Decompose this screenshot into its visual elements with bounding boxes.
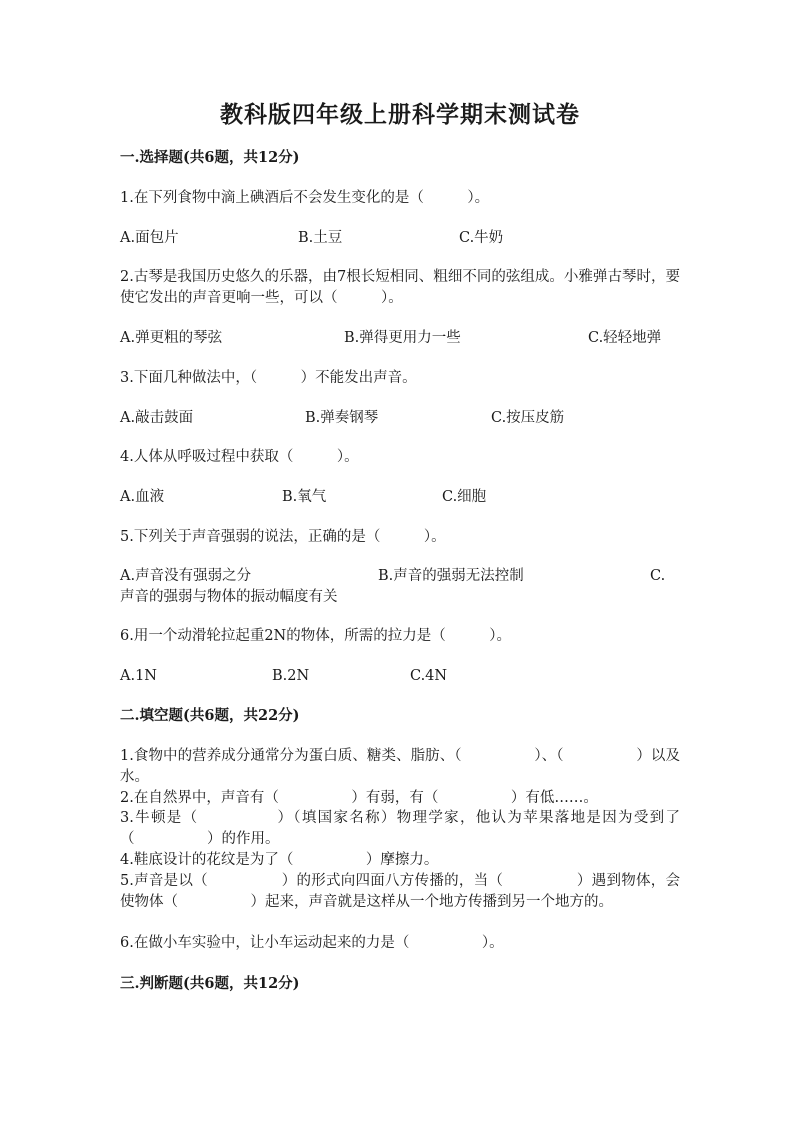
fill-question-5: 5.声音是以（ ）的形式向四面八方传播的，当（ ）遇到物体，会使物体（ ）起来，声音就是这样从一个地方传播到另一个地方的。 <box>120 873 680 910</box>
choice-option: B.弹奏钢琴 <box>305 410 379 426</box>
choice-question-3: 3.下面几种做法中，（ ）不能发出声音。 <box>120 370 417 386</box>
choice-option: C. <box>650 568 666 584</box>
choice-option-wrapped: 声音的强弱与物体的振动幅度有关 <box>120 589 338 605</box>
choice-question-6: 6.用一个动滑轮拉起重2N的物体，所需的拉力是（ ）。 <box>120 628 511 644</box>
choice-option: C.轻轻地弹 <box>588 330 662 346</box>
choice-option: C.按压皮筋 <box>491 410 565 426</box>
choice-question-5: 5.下列关于声音强弱的说法，正确的是（ ）。 <box>120 529 446 545</box>
choice-option: A.弹更粗的琴弦 <box>120 330 223 346</box>
choice-option: A.声音没有强弱之分 <box>120 568 252 584</box>
choice-option: C.细胞 <box>442 489 487 505</box>
section-heading-choice: 一.选择题(共6题，共12分) <box>120 149 300 166</box>
choice-option: B.氧气 <box>282 489 327 505</box>
section-heading-judge: 三.判断题(共6题，共12分) <box>120 975 300 992</box>
choice-option: A.敲击鼓面 <box>120 410 194 426</box>
choice-option: A.面包片 <box>120 230 179 246</box>
choice-option: B.声音的强弱无法控制 <box>378 568 524 584</box>
choice-option: B.弹得更用力一些 <box>344 330 461 346</box>
choice-option: C.牛奶 <box>459 230 504 246</box>
section-heading-fill: 二.填空题(共6题，共22分) <box>120 707 300 724</box>
fill-question-1: 1.食物中的营养成分通常分为蛋白质、糖类、脂肪、（ ）、（ ）以及水。 <box>120 748 680 785</box>
page-title: 教科版四年级上册科学期末测试卷 <box>220 101 580 128</box>
choice-option: C.4N <box>410 668 448 684</box>
choice-option: B.2N <box>272 668 310 684</box>
fill-question-6: 6.在做小车实验中，让小车运动起来的力是（ ）。 <box>120 935 504 951</box>
choice-question-1: 1.在下列食物中滴上碘酒后不会发生变化的是（ ）。 <box>120 190 490 206</box>
fill-question-4: 4.鞋底设计的花纹是为了（ ）摩擦力。 <box>120 852 439 868</box>
fill-question-3: 3.牛顿是（ ）（填国家名称）物理学家，他认为苹果落地是因为受到了（ ）的作用。 <box>120 810 680 847</box>
choice-question-4: 4.人体从呼吸过程中获取（ ）。 <box>120 449 359 465</box>
choice-option: B.土豆 <box>298 230 343 246</box>
choice-option: A.血液 <box>120 489 165 505</box>
fill-question-2: 2.在自然界中，声音有（ ）有弱，有（ ）有低……。 <box>120 790 598 806</box>
choice-question-2: 2.古琴是我国历史悠久的乐器，由7根长短相同、粗细不同的弦组成。小雅弹古琴时，要使它发出的声音更响一些，可以（ ）。 <box>120 269 680 306</box>
choice-option: A.1N <box>120 668 157 684</box>
